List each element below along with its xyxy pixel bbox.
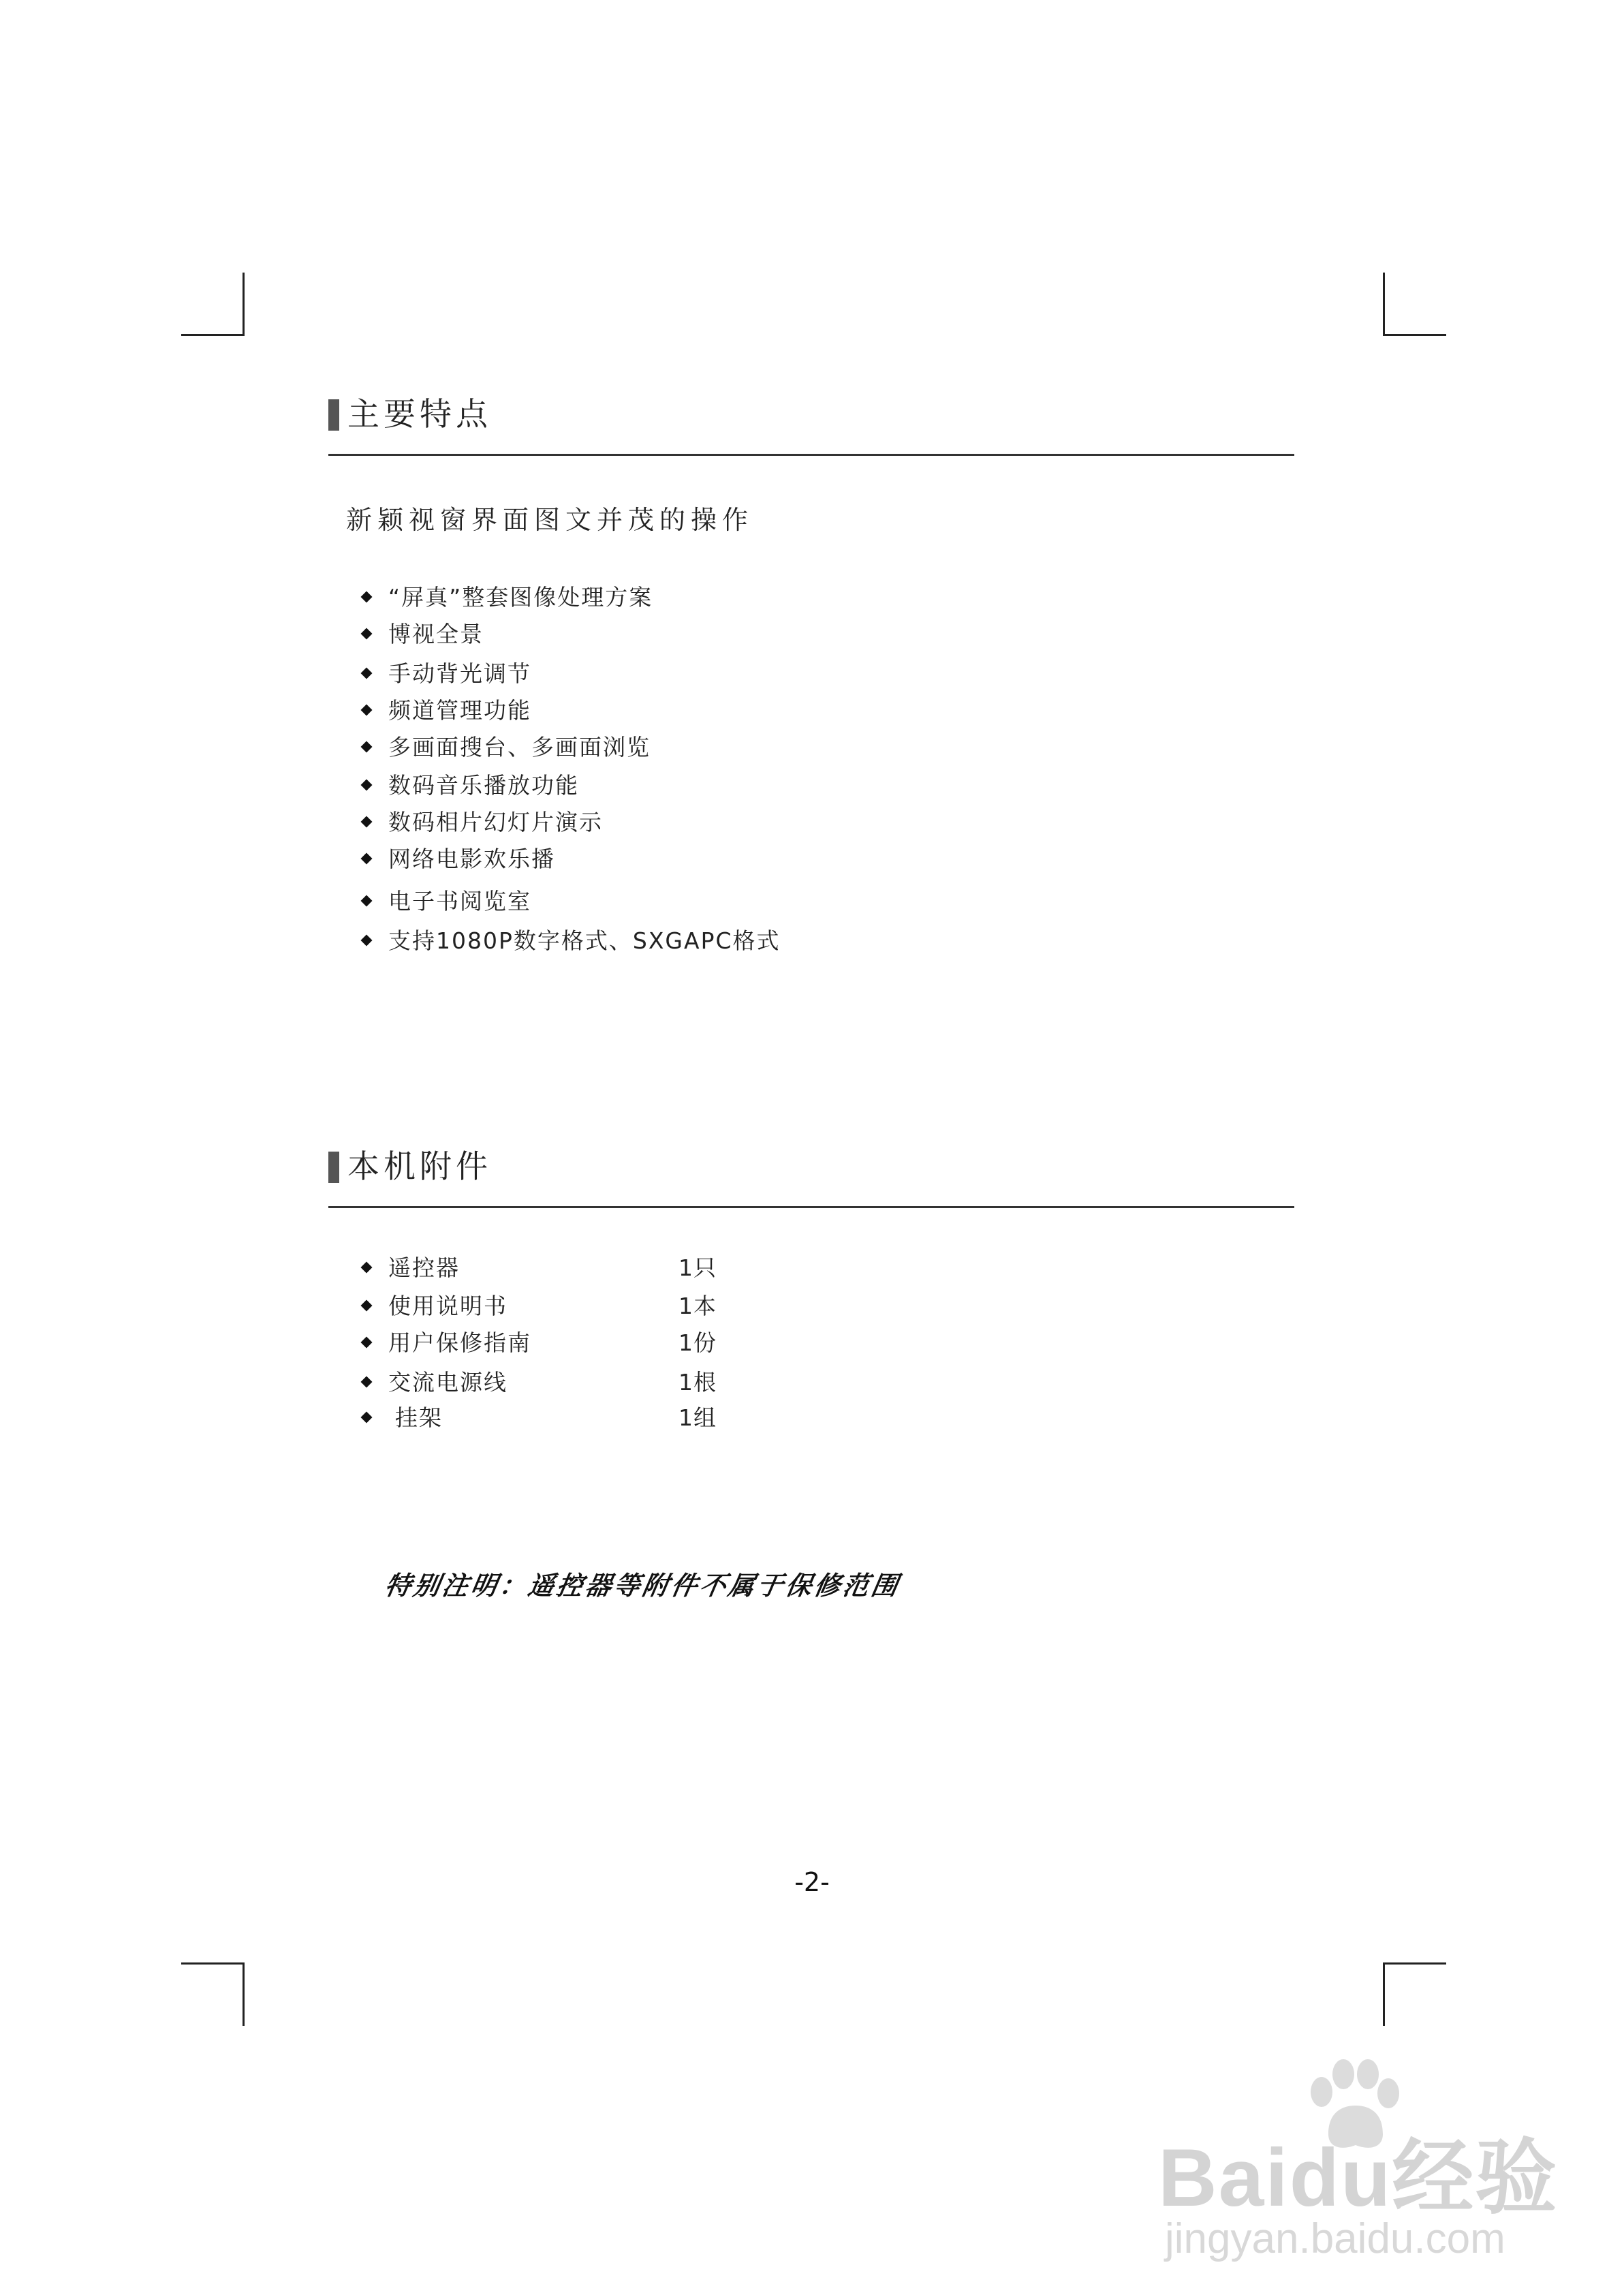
accessories-section-header xyxy=(328,1145,1294,1208)
list-item: 数码相片幻灯片演示 xyxy=(362,805,603,840)
list-item: 用户保修指南 1份 xyxy=(362,1326,531,1360)
diamond-bullet-icon xyxy=(361,1376,373,1388)
list-item: 交流电源线 1根 xyxy=(362,1366,507,1400)
list-item: 数码音乐播放功能 xyxy=(362,769,579,803)
list-item: 挂架 1组 xyxy=(362,1401,443,1435)
watermark-url: jingyan.baidu.com xyxy=(1165,2215,1505,2262)
quantity: 1组 xyxy=(678,1404,717,1431)
list-item: 多画面搜台、多画面浏览 xyxy=(362,730,651,765)
list-item: 支持1080P数字格式、SXGAPC格式 xyxy=(362,924,781,958)
quantity: 1本 xyxy=(678,1293,717,1319)
diamond-bullet-icon xyxy=(361,1300,373,1312)
crop-mark-top-right xyxy=(1383,273,1446,336)
baidu-watermark xyxy=(1158,2058,1559,2262)
diamond-bullet-icon xyxy=(361,1262,373,1274)
diamond-bullet-icon xyxy=(361,668,373,679)
list-item: “屏真”整套图像处理方案 xyxy=(362,581,653,615)
list-item: 网络电影欢乐播 xyxy=(362,842,555,876)
section-marker xyxy=(328,399,339,431)
special-note: 特别注明：遥控器等附件不属于保修范围 xyxy=(382,1571,903,1601)
accessories-title: 本机附件 xyxy=(347,1148,492,1186)
quantity: 1根 xyxy=(678,1369,717,1396)
diamond-bullet-icon xyxy=(361,741,373,753)
section-marker xyxy=(328,1152,339,1183)
diamond-bullet-icon xyxy=(361,895,373,907)
list-item: 电子书阅览室 xyxy=(362,884,531,919)
crop-mark-bottom-left xyxy=(181,1962,245,2026)
features-title: 主要特点 xyxy=(347,396,492,433)
diamond-bullet-icon xyxy=(361,780,373,791)
diamond-bullet-icon xyxy=(361,816,373,828)
crop-mark-bottom-right xyxy=(1383,1962,1446,2026)
list-item: 遥控器 1只 xyxy=(362,1251,460,1285)
list-item: 频道管理功能 xyxy=(362,694,531,728)
diamond-bullet-icon xyxy=(361,1412,373,1423)
diamond-bullet-icon xyxy=(361,853,373,865)
list-item: 使用说明书 1本 xyxy=(362,1289,507,1323)
list-item: 博视全景 xyxy=(362,617,484,651)
diamond-bullet-icon xyxy=(361,628,373,640)
diamond-bullet-icon xyxy=(361,1337,373,1349)
features-subtitle: 新颖视窗界面图文并茂的操作 xyxy=(346,505,754,535)
crop-mark-top-left xyxy=(181,273,245,336)
quantity: 1份 xyxy=(678,1329,717,1356)
diamond-bullet-icon xyxy=(361,591,373,603)
watermark-brand: Baidu经验 xyxy=(1158,2132,1559,2223)
quantity: 1只 xyxy=(678,1254,717,1281)
page-number: -2- xyxy=(794,1867,830,1897)
diamond-bullet-icon xyxy=(361,705,373,716)
list-item: 手动背光调节 xyxy=(362,657,531,691)
diamond-bullet-icon xyxy=(361,935,373,946)
features-section-header xyxy=(328,392,1294,456)
